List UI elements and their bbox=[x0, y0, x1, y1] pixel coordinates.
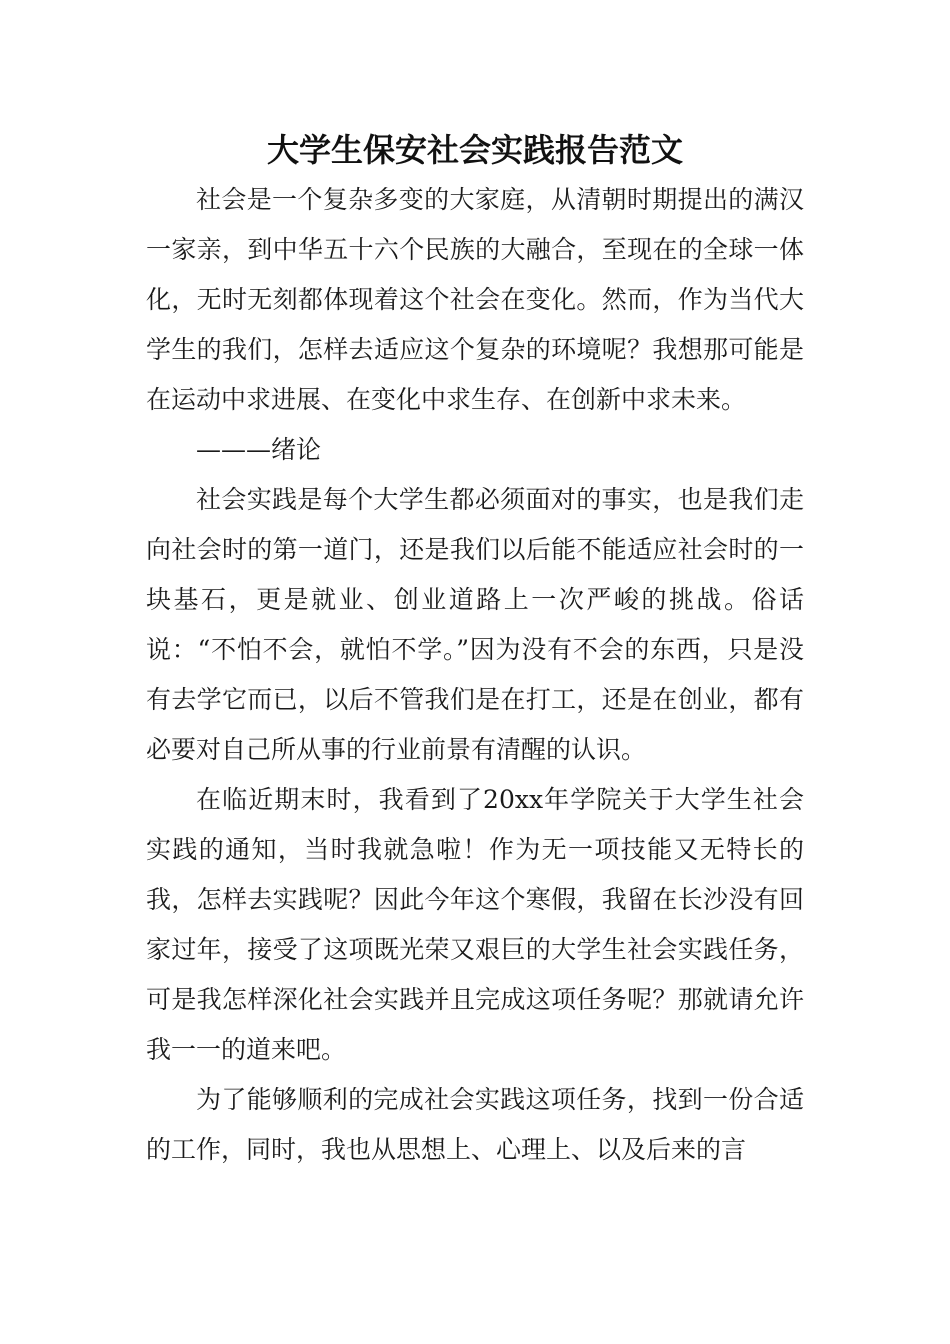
document-body bbox=[146, 175, 804, 1175]
paragraph-signature: ———绪论 bbox=[196, 435, 322, 464]
paragraph-practice: 社会实践是每个大学生都必须面对的事实，也是我们走向社会时的第一道门，还是我们以后能不能适应社会时的一块基石，更是就业、创业道路上一次严峻的挑战。俗话说：“不怕不会，就怕不学。”因为没有不会的东西，只是没有去学它而已，以后不管我们是在打工，还是在创业，都有必要对自己所从事的行业前景有清醒的认识。 bbox=[146, 485, 804, 764]
document-title: 大学生保安社会实践报告范文 bbox=[266, 131, 683, 169]
paragraph-notice: 在临近期末时，我看到了20xx年学院关于大学生社会实践的通知，当时我就急啦！作为无一项技能又无特长的我，怎样去实践呢？因此今年这个寒假，我留在长沙没有回家过年，接受了这项既光荣又艰巨的大学生社会实践任务，可是我怎样深化社会实践并且完成这项任务呢？那就请允许我一一的道来吧。 bbox=[146, 785, 804, 1064]
paragraph-preparation: 为了能够顺利的完成社会实践这项任务，找到一份合适的工作，同时，我也从思想上、心理上、以及后来的言 bbox=[146, 1085, 804, 1164]
paragraph-intro: 社会是一个复杂多变的大家庭，从清朝时期提出的满汉一家亲，到中华五十六个民族的大融合，至现在的全球一体化，无时无刻都体现着这个社会在变化。然而，作为当代大学生的我们，怎样去适应这个复杂的环境呢？我想那可能是在运动中求进展、在变化中求生存、在创新中求未来。 bbox=[146, 185, 804, 414]
